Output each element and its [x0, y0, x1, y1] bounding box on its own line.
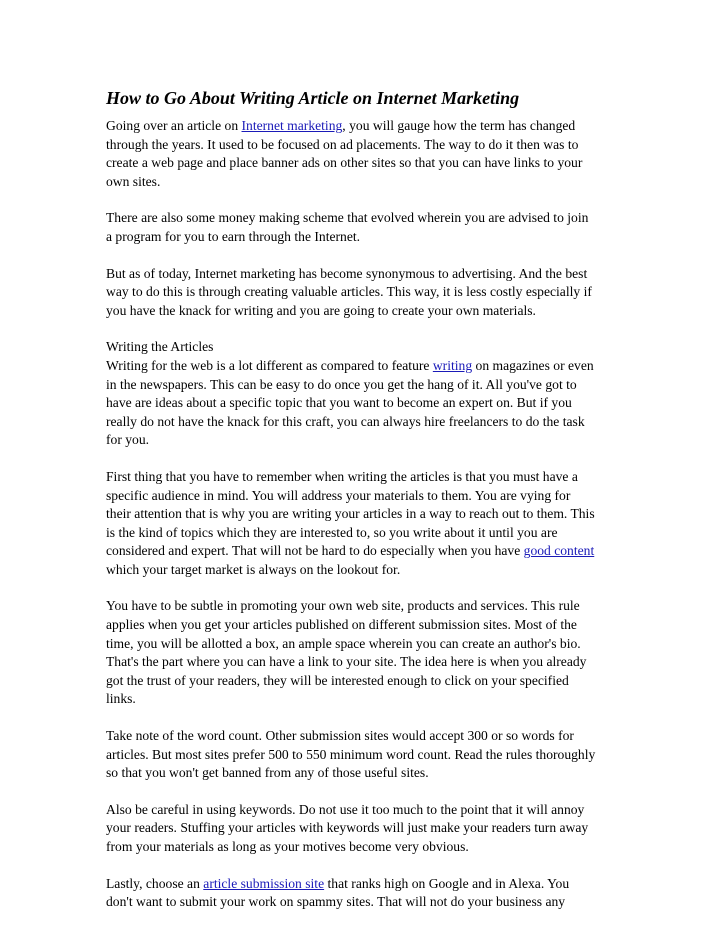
text: on magazines or even — [472, 357, 594, 373]
text-line: own sites. — [106, 173, 161, 189]
text-line: a program for you to earn through the Internet. — [106, 228, 361, 244]
text-line: There are also some money making scheme that evolved wherein you are advised to join — [106, 210, 589, 226]
text-line: in the newspapers. This can be easy to do once you get the hang of it. All you've got to — [106, 376, 577, 392]
text-line: way to do this is through creating valuable articles. This way, it is less costly especially if — [106, 284, 592, 300]
text-line: for you. — [106, 432, 150, 448]
article-title: How to Go About Writing Article on Internet Marketing — [106, 88, 520, 108]
text-line: really do not have the knack for this craft, you can always hire freelancers to do the task — [106, 413, 585, 429]
text-line — [106, 542, 626, 561]
link-article-submission-site[interactable]: article submission site — [203, 875, 325, 891]
text: , you will gauge how the term has changed — [342, 118, 576, 133]
paragraph-intro — [106, 117, 626, 191]
link-writing[interactable]: writing — [432, 357, 473, 373]
text-line: have are ideas about a specific topic that you want to become an expert on. But if you — [106, 395, 572, 411]
paragraph-lastly — [106, 875, 626, 912]
text: Going over an article on — [106, 118, 242, 133]
text-line: your readers. Stuffing your articles with keywords will just make your readers turn away — [106, 820, 589, 836]
paragraph-writing-articles — [106, 338, 626, 450]
paragraph-keywords — [106, 801, 626, 857]
text-line: you have the knack for writing and you are going to create your own materials. — [106, 302, 536, 318]
section-heading: Writing the Articles — [106, 339, 214, 355]
paragraph-today — [106, 265, 626, 321]
text-line: got the trust of your readers, they will be interested enough to click on your specified — [106, 672, 569, 688]
text-line — [106, 875, 626, 894]
text-line: specific audience in mind. You will address your materials to them. You are vying for — [106, 487, 571, 503]
text: that ranks high on Google and in Alexa. You — [324, 875, 570, 891]
text-line: applies when you get your articles published on different submission sites. Most of the — [106, 617, 577, 633]
text-line: time, you will be allotted a box, an ample space wherein you can create an author's bio. — [106, 635, 581, 651]
text-line: But as of today, Internet marketing has become synonymous to advertising. And the best — [106, 265, 588, 281]
text-line: from your materials as long as your motives become very obvious. — [106, 839, 469, 854]
text-line: That's the part where you can have a link to your site. The idea here is when you already — [106, 654, 587, 670]
text-line: Also be careful in using keywords. Do not use it too much to the point that it will annoy — [106, 801, 585, 817]
paragraph-money-scheme — [106, 209, 626, 246]
text-line: articles. But most sites prefer 500 to 550 minimum word count. Read the rules thoroughly — [106, 746, 596, 762]
text-line: which your target market is always on the lookout for. — [106, 561, 401, 577]
link-good-content[interactable]: good content — [523, 543, 595, 559]
text-line — [106, 117, 626, 136]
text-line: is the kind of topics which they are interested to, so you write about it until you are — [106, 524, 558, 540]
link-internet-marketing[interactable]: Internet marketing — [241, 118, 343, 133]
text-line: don't want to submit your work on spammy sites. That will not do your business any — [106, 894, 566, 910]
text-line: create a web page and place banner ads on other sites so that you can have links to your — [106, 155, 583, 171]
text-line: links. — [106, 691, 136, 707]
text: Lastly, choose an — [106, 875, 204, 891]
text-line: First thing that you have to remember when writing the articles is that you must have a — [106, 468, 578, 484]
paragraph-audience — [106, 468, 626, 580]
text-line: so that you won't get banned from any of those useful sites. — [106, 765, 429, 781]
document-page — [106, 87, 626, 930]
text-line: You have to be subtle in promoting your own web site, products and services. This rule — [106, 598, 580, 614]
text: Writing for the web is a lot different as compared to feature — [106, 357, 433, 373]
paragraph-subtle-promotion — [106, 597, 626, 709]
text-line: their attention that is why you are writing your articles in a way to reach out to them. This — [106, 506, 595, 522]
text-line — [106, 357, 626, 376]
text-line: through the years. It used to be focused on ad placements. The way to do it then was to — [106, 136, 579, 152]
text-line: Take note of the word count. Other submission sites would accept 300 or so words for — [106, 728, 574, 744]
paragraph-word-count — [106, 727, 626, 783]
text: considered and expert. That will not be hard to do especially when you have — [106, 543, 524, 559]
